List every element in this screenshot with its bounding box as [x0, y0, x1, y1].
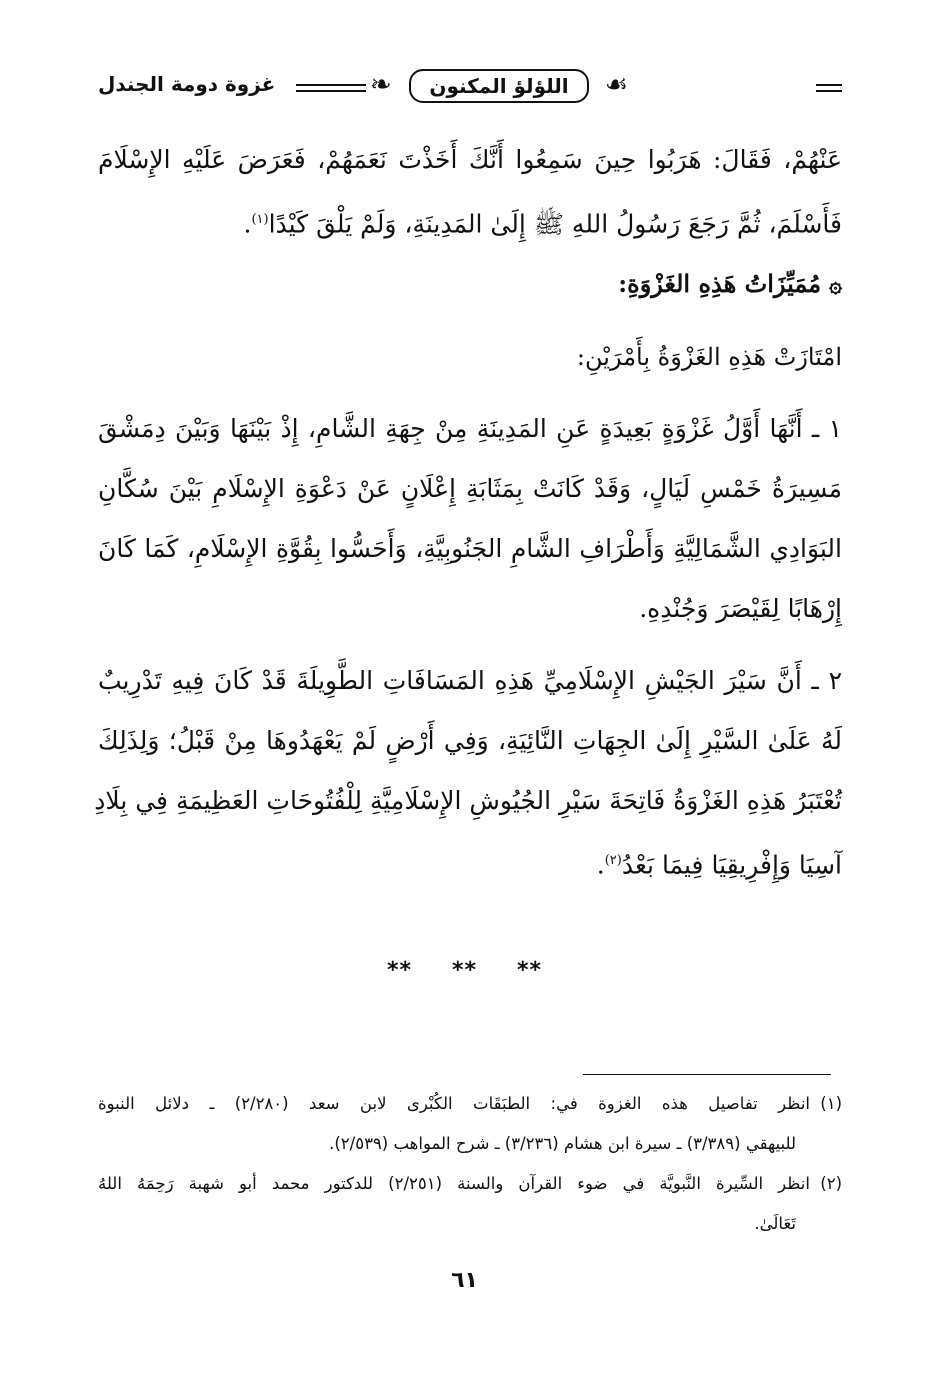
point-2-line-4-end: .: [596, 850, 605, 880]
point-1-paragraph: [98, 399, 842, 639]
point-1-line-2: مَسِيرَةُ خَمْسِ لَيَالٍ، وَقَدْ كَانَتْ بِمَثَابَةِ إِعْلَانٍ عَنْ دَعْوَةِ الإِسْلَامِ بَيْنَ سُكَّانِ: [98, 474, 842, 504]
footnote-2-text: انظر السِّيرة النَّبويَّة في ضوء القرآن والسنة (٢/٢٥١) للدكتور محمد أبو شهبة رَحِمَهُ اللهُ: [98, 1174, 810, 1193]
footnote-ref-1[interactable]: (١): [251, 212, 269, 227]
footnote-1-line-2: للبيهقي (٣/٣٨٩) ـ سيرة ابن هشام (٣/٢٣٦) ـ شرح المواهب (٢/٥٣٩).: [329, 1134, 796, 1153]
footnotes: [98, 1084, 842, 1244]
book-title-ornament: [368, 58, 630, 114]
footnote-2-line-2: تَعَالَىٰ.: [754, 1214, 796, 1233]
book-title: اللؤلؤ المكنون: [409, 69, 588, 103]
flourish-icon: ❧: [370, 70, 392, 100]
asterisk-icon: **: [517, 958, 543, 983]
point-1-line-4: إِرْهَابًا لِقَيْصَرَ وَجُنْدِهِ.: [639, 594, 842, 624]
page-number: ٦١: [451, 1268, 478, 1293]
footnote-1-text: انظر تفاصيل هذه الغزوة في: الطبَقَات الكُبْرى لابن سعد (٢/٢٨٠) ـ دلائل النبوة: [98, 1094, 811, 1113]
section-heading-text: مُمَيِّزَاتُ هَذِهِ الغَزْوَةِ:: [618, 269, 822, 299]
main-text: [94, 130, 842, 896]
point-2-paragraph: [94, 651, 842, 895]
point-1-line-1: ١ ـ أَنَّهَا أَوَّلُ غَزْوَةٍ بَعِيدَةٍ عَنِ المَدِينَةِ مِنْ جِهَةِ الشَّامِ، إِذْ بَيْنَهَا وَبَيْنَ دِمَشْقَ: [98, 414, 842, 444]
section-separator: [0, 958, 929, 983]
asterisk-icon: **: [386, 958, 412, 983]
section-subheading: امْتَازَتْ هَذِهِ الغَزْوَةُ بِأَمْرَيْنِ:: [576, 343, 842, 372]
point-2-line-2: لَهُ عَلَىٰ السَّيْرِ إِلَىٰ الجِهَاتِ النَّائِيَةِ، وَفِي أَرْضٍ لَمْ يَعْهَدُوهَا مِنْ قَبْلُ؛ وَلِذَلِكَ: [98, 726, 842, 756]
point-2-line-3: تُعْتَبَرُ هَذِهِ الغَزْوَةُ فَاتِحَةَ سَيْرِ الجُيُوشِ الإِسْلَامِيَّةِ لِلْفُتُوحَاتِ العَظِيمَةِ فِي بِلَادِ: [94, 786, 842, 816]
intro-line-2-text: فَأَسْلَمَ، ثُمَّ رَجَعَ رَسُولُ اللهِ ﷺ إِلَىٰ المَدِينَةِ، وَلَمْ يَلْقَ كَيْدًا: [268, 209, 842, 239]
asterisk-icon: **: [451, 958, 477, 983]
footnote-divider: [583, 1074, 831, 1075]
header-rule-right: [816, 84, 842, 92]
rosette-bullet-icon: ۞: [829, 272, 842, 299]
intro-line-2-end: .: [243, 209, 252, 239]
intro-line-2: [98, 190, 842, 254]
header-rule-middle: [296, 84, 366, 92]
point-2-line-1: ٢ ـ أَنَّ سَيْرَ الجَيْشِ الإِسْلَامِيِّ هَذِهِ المَسَافَاتِ الطَّوِيلَةَ قَدْ كَانَ فِيهِ تَدْرِيبٌ: [98, 666, 842, 696]
section-heading: [98, 254, 842, 315]
footnote-1-number: (١): [820, 1094, 843, 1113]
point-2-line-4: [98, 831, 842, 895]
point-2-line-4-text: آسِيَا وَإِفْرِيقِيَا فِيمَا بَعْدُ: [621, 850, 842, 880]
footnote-2-number: (٢): [820, 1174, 842, 1193]
chapter-title: غزوة دومة الجندل: [98, 72, 276, 96]
running-header: [98, 58, 842, 114]
footnote-2-line-1: [98, 1164, 842, 1204]
point-1-line-3: البَوَادِي الشَّمَالِيَّةِ وَأَطْرَافِ الشَّامِ الجَنُوبِيَّةِ، وَأَحَسُّوا بِقُوَّةِ الإِسْلَامِ، كَمَا كَانَ: [98, 534, 842, 564]
footnote-ref-2[interactable]: (٢): [604, 853, 622, 869]
footnote-1-line-1: [98, 1084, 842, 1124]
intro-line-1: عَنْهُمْ، فَقَالَ: هَرَبُوا حِينَ سَمِعُوا أَنَّكَ أَخَذْتَ نَعَمَهُمْ، فَعَرَضَ عَلَيْهِ الإِسْلَامَ: [98, 145, 842, 174]
flourish-icon: ☙: [604, 70, 628, 100]
